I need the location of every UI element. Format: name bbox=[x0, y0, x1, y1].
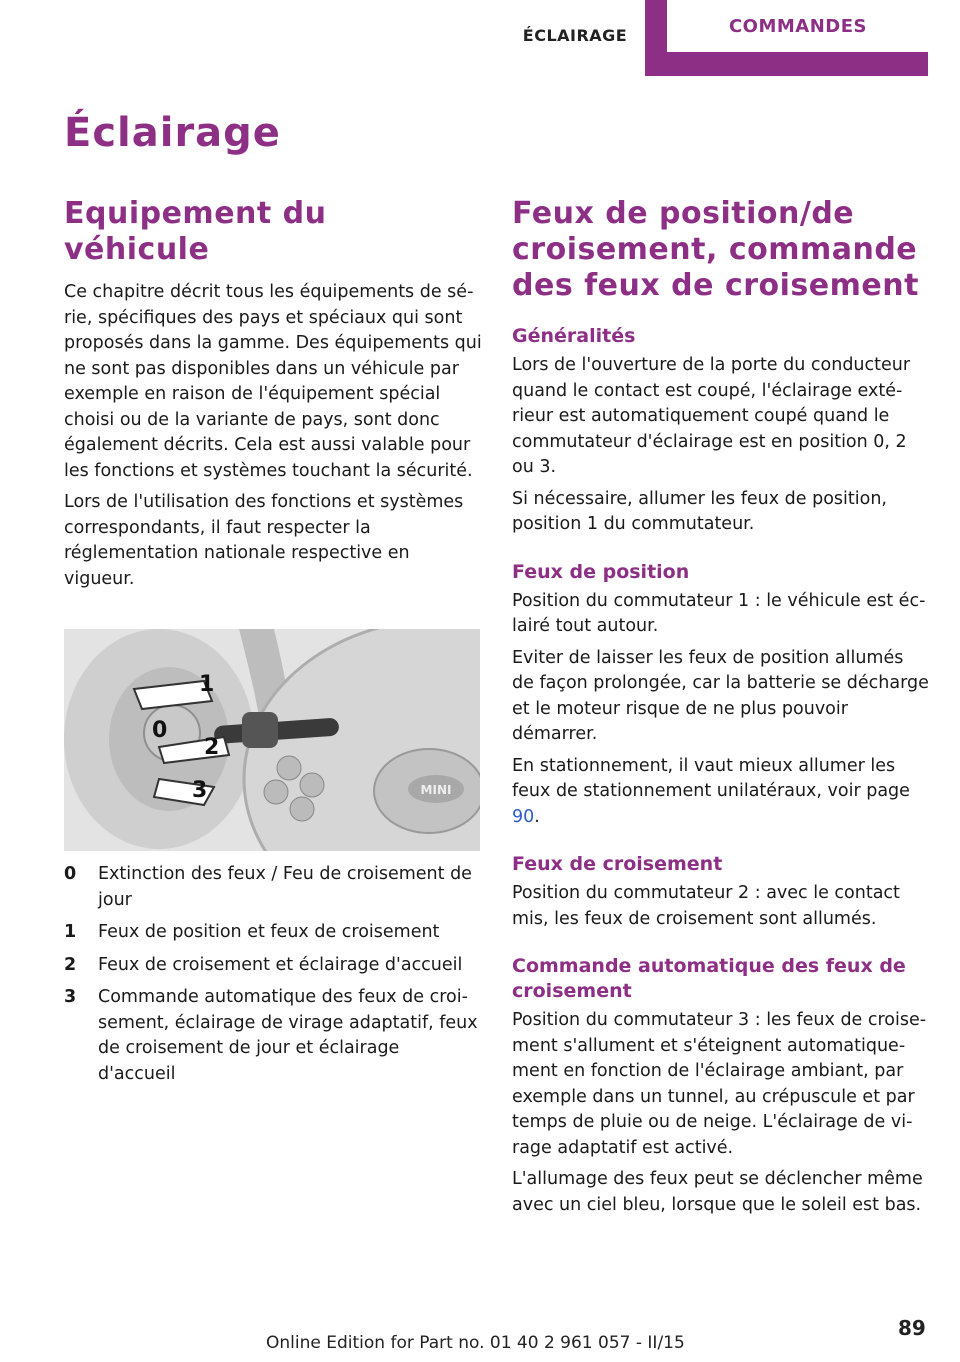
general-paragraph: Lors de l'ouverture de la porte du conducteur quand le contact est coupé, l'éclairage extérieur est automatiquement coupé quand le commutateur d'éclairage est en position 0, 2 ou 3. bbox=[512, 355, 911, 477]
auto-paragraph: L'allumage des feux peut se déclencher même avec un ciel bleu, lorsque que le soleil est bas. bbox=[512, 1169, 923, 1215]
parking-paragraph bbox=[512, 754, 930, 831]
equipment-paragraph: Lors de l'utilisation des fonctions et systèmes correspondants, il faut respecter la réglementation nationale respective en vigueur. bbox=[64, 492, 464, 589]
right-column bbox=[512, 196, 930, 1218]
switch-label-1: 1 bbox=[199, 672, 215, 697]
legend-text: Extinction des feux / Feu de croisement de jour bbox=[98, 864, 472, 910]
parking-text: En stationnement, il vaut mieux allumer les feux de stationnement unilatéraux, voir page bbox=[512, 755, 910, 801]
equipment-heading: Equipement du véhicule bbox=[64, 196, 327, 267]
switch-label-3: 3 bbox=[192, 778, 208, 803]
position-lights-subheading: Feux de position bbox=[512, 560, 690, 583]
position-lights-paragraph: Eviter de laisser les feux de position allumés de façon prolongée, car la batterie se décharge et le moteur risque de ne plus pouvoir démarrer. bbox=[512, 647, 929, 744]
legend-item bbox=[64, 862, 482, 913]
figure-legend bbox=[64, 862, 482, 1094]
position-lights-heading: Feux de position/de croisement, commande des feux de croisement bbox=[512, 196, 919, 303]
switch-label-2: 2 bbox=[204, 735, 220, 760]
equipment-paragraph: Ce chapitre décrit tous les équipements de série, spécifiques des pays et spéciaux qui sont proposés dans la gamme. Des équipements qui ne sont pas disponibles dans un véhicule par exemple en raison de l'équipement spécial choisi ou de la variante de pays, sont donc également décrits. Cela est aussi valable pour les fonctions et systèmes touchant la sécurité. bbox=[64, 282, 482, 481]
footer-edition: Online Edition for Part no. 01 40 2 961 057 - II/15 bbox=[266, 1333, 685, 1353]
page-number: 89 bbox=[898, 1316, 926, 1340]
low-beam-subheading: Feux de croisement bbox=[512, 853, 723, 875]
page-reference-link[interactable]: 90 bbox=[512, 806, 535, 827]
legend-number: 2 bbox=[64, 954, 77, 975]
legend-number: 1 bbox=[64, 922, 77, 942]
general-subheading: Généralités bbox=[512, 325, 636, 347]
legend-item bbox=[64, 953, 482, 979]
switch-label-0: 0 bbox=[152, 718, 168, 743]
light-switch-illustration bbox=[64, 629, 480, 851]
legend-text: Commande automatique des feux de croisement, éclairage de virage adaptatif, feux de croisement de jour et éclairage d'accueil bbox=[98, 987, 478, 1084]
mini-badge-text: MINI bbox=[420, 783, 452, 797]
legend-number: 0 bbox=[64, 864, 77, 884]
low-beam-paragraph: Position du commutateur 2 : avec le contact mis, les feux de croisement sont allumés. bbox=[512, 883, 900, 929]
auto-subheading: Commande automatique des feux de croisement bbox=[512, 955, 906, 1002]
header-chapter-tab bbox=[645, 0, 928, 76]
legend-text: Feux de croisement et éclairage d'accueil bbox=[98, 954, 463, 975]
header-section-label: ÉCLAIRAGE bbox=[522, 25, 628, 45]
left-column bbox=[64, 196, 482, 674]
legend-number: 3 bbox=[64, 987, 77, 1007]
header-chapter-label: COMMANDES bbox=[667, 0, 929, 52]
legend-item bbox=[64, 920, 482, 946]
legend-text: Feux de position et feux de croisement bbox=[98, 922, 440, 942]
auto-paragraph: Position du commutateur 3 : les feux de croisement s'allument et s'éteignent automatiquement en fonction de l'éclairage ambiant, par exemple dans un tunnel, au crépuscule et par temps de pluie ou de neige. L'éclairage de virage adaptatif est activé. bbox=[512, 1010, 927, 1158]
legend-item bbox=[64, 985, 482, 1087]
position-lights-paragraph: Position du commutateur 1 : le véhicule est éclairé tout autour. bbox=[512, 590, 926, 636]
general-paragraph: Si nécessaire, allumer les feux de position, position 1 du commutateur. bbox=[512, 488, 887, 534]
parking-text-end: . bbox=[534, 806, 540, 827]
page-title: Éclairage bbox=[64, 110, 281, 156]
